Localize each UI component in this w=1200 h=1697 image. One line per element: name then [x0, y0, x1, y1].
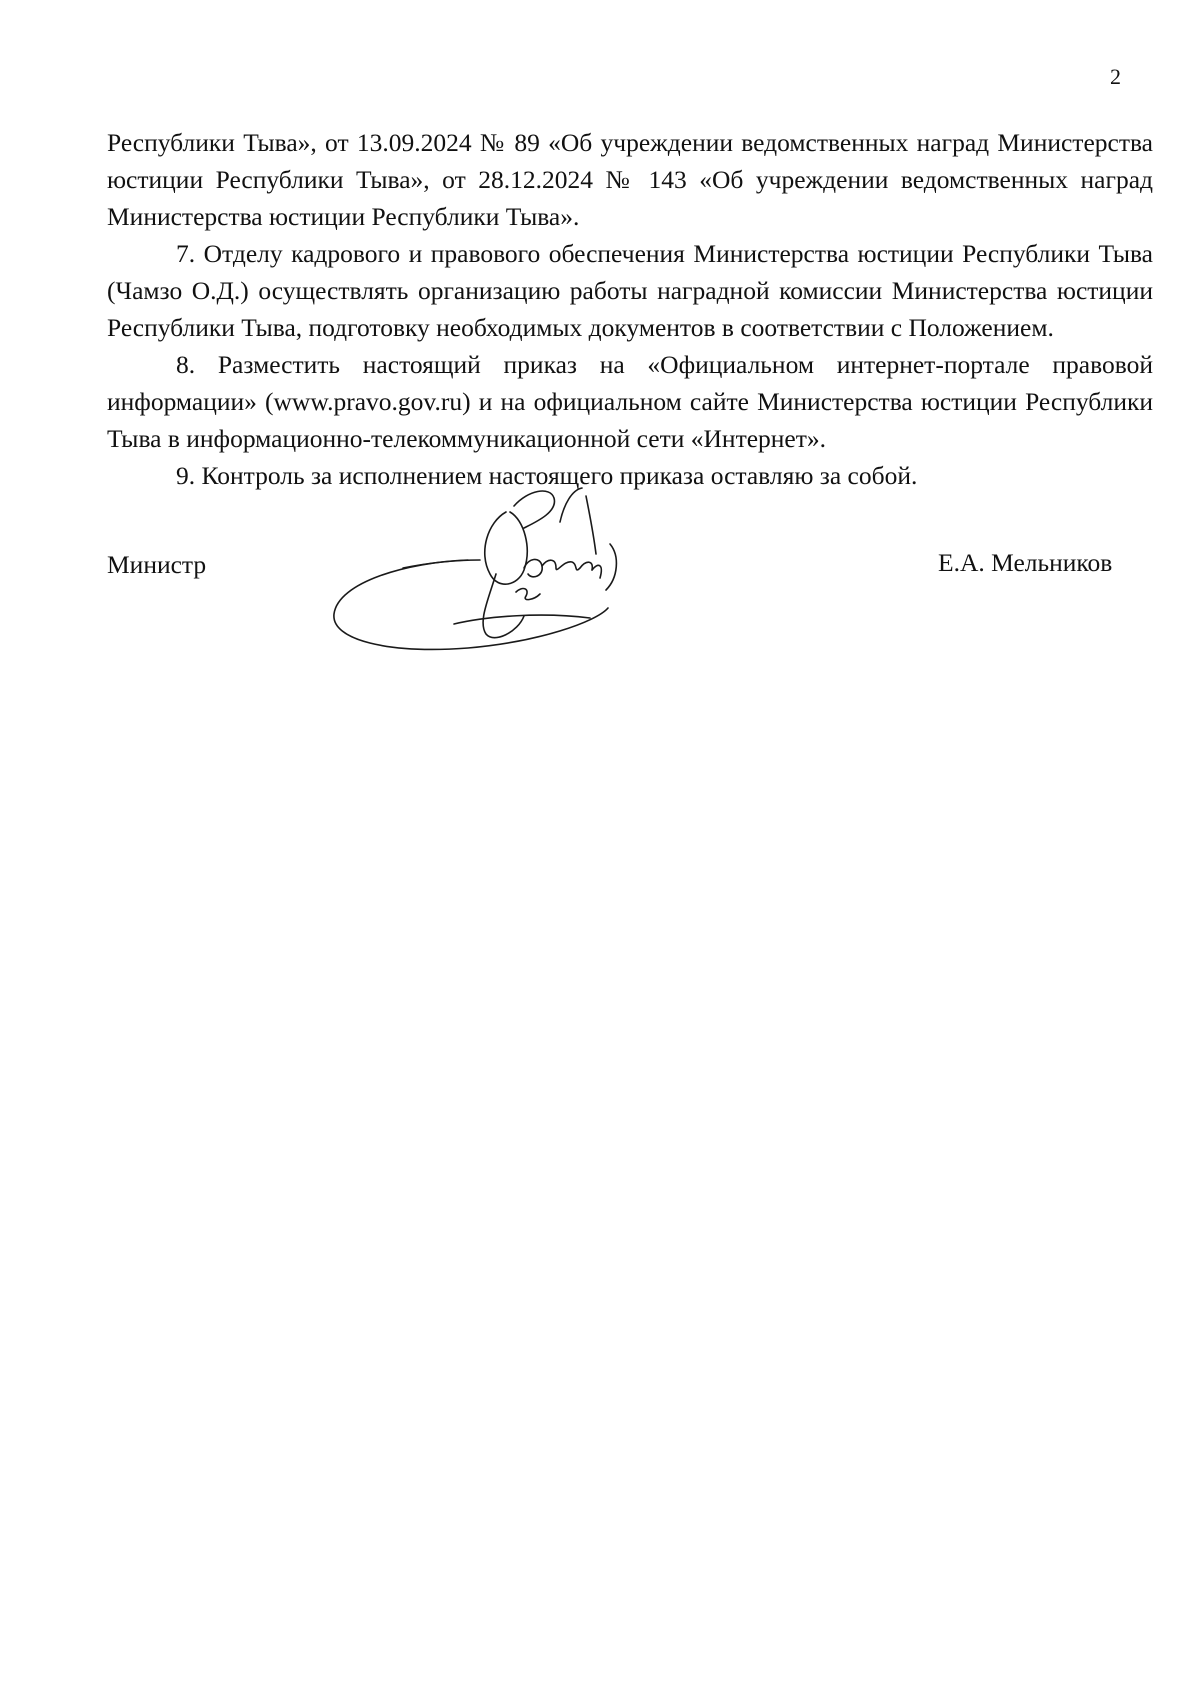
page-number: 2: [1110, 64, 1121, 89]
document-body: [107, 124, 1153, 494]
handwritten-signature: [328, 482, 688, 662]
paragraph-item-8: 8. Разместить настоящий приказ на «Официальном интернет-портале правовой информации» (www.pravo.gov.ru) и на официальном сайте Министерства юстиции Республики Тыва в информационно-телекоммуникационной сети «Интернет».: [107, 350, 1153, 453]
paragraph-item-7: 7. Отделу кадрового и правового обеспечения Министерства юстиции Республики Тыва (Чамзо О.Д.) осуществлять организацию работы наградной комиссии Министерства юстиции Республики Тыва, подготовку необходимых документов в соответствии с Положением.: [107, 239, 1153, 342]
signatory-name: Е.А. Мельников: [938, 548, 1113, 577]
paragraph-item-9: 9. Контроль за исполнением настоящего приказа оставляю за собой.: [176, 461, 918, 490]
signatory-role: Министр: [107, 550, 207, 579]
paragraph-continuation: Республики Тыва», от 13.09.2024 № 89 «Об учреждении ведомственных наград Министерства юстиции Республики Тыва», от 28.12.2024 № 143 «Об учреждении ведомственных наград Министерства юстиции Республики Тыва».: [107, 128, 1153, 231]
